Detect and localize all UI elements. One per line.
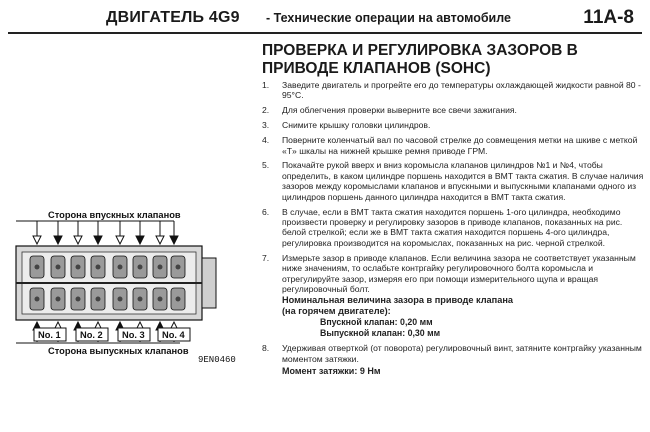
page-number: 11A-8 <box>583 7 634 28</box>
step-number: 7. <box>262 252 270 263</box>
step-number: 3. <box>262 120 270 131</box>
step-3 <box>262 120 646 130</box>
torque-spec: Момент затяжки: 9 Нм <box>282 366 381 377</box>
step-text: Поверните коленчатый вал по часовой стрелке до совмещения метки на шкиве с меткой «T» шкалы на нижней крышке ремня приводе ГРМ. <box>282 135 638 156</box>
spec-condition: (на горячем двигателе): <box>282 306 391 317</box>
spec-title: Номинальная величина зазора в приводе клапана <box>282 295 513 306</box>
valve-train-diagram <box>8 210 254 368</box>
clearance-spec <box>282 295 646 339</box>
step-number: 6. <box>262 206 270 217</box>
section-title-line-1: ПРОВЕРКА И РЕГУЛИРОВКА ЗАЗОРОВ В <box>262 42 578 59</box>
figure-code: 9EN0460 <box>198 355 236 365</box>
header-divider <box>8 32 642 34</box>
engine-title: ДВИГАТЕЛЬ 4G9 <box>106 9 240 26</box>
cylinder-2-label: No. 2 <box>80 330 103 340</box>
cylinder-4-label: No. 4 <box>162 330 185 340</box>
cylinder-head <box>16 246 216 320</box>
step-text: Удерживая отверткой (от поворота) регулировочный винт, затяните контргайку указанным моментом затяжки. <box>282 343 642 364</box>
cylinder-labels <box>34 328 190 341</box>
step-text: Для облегчения проверки выверните все свечи зажигания. <box>282 105 517 116</box>
step-number: 4. <box>262 135 270 146</box>
section-title <box>262 42 642 78</box>
spec-intake: Впускной клапан: 0,20 мм <box>320 317 433 328</box>
step-number: 8. <box>262 343 270 354</box>
cylinder-3-label: No. 3 <box>122 330 145 340</box>
step-8 <box>262 343 646 364</box>
step-number: 2. <box>262 105 270 116</box>
step-text: Покачайте рукой вверх и вниз коромысла клапанов цилиндров №1 и №4, чтобы определить, в каком цилиндре поршень находится в ВМТ такта сжатия. В случае наличия зазоров между коромыслами клапанов и впускными и выпускными клапанами одного из цилиндров поршень данного цилиндра находится в ВМТ такта сжатия. <box>282 160 644 202</box>
spec-exhaust: Выпускной клапан: 0,30 мм <box>320 328 441 339</box>
step-6 <box>262 207 646 249</box>
step-text: В случае, если в ВМТ такта сжатия находится поршень 1-ого цилиндра, необходимо произвести проверку и регулировку зазоров в приводе клапанов, показанных на рис. белой стрелкой; если же в ВМТ такта сжатия находится поршень 4-ого цилиндра, регулировка производится на коромыслах, показанных на рис. черной стрелкой. <box>282 206 623 248</box>
step-2 <box>262 105 646 115</box>
step-text: Заведите двигатель и прогрейте его до температуры охлаждающей жидкости равной 80 - 95°C. <box>282 80 641 101</box>
step-text: Снимите крышку головки цилиндров. <box>282 120 431 131</box>
step-text: Измерьте зазор в приводе клапанов. Если величина зазора не соответствует указанным ниже значениям, то ослабьте контргайку регулировочного болта коромысла и отрегулируйте зазор, измеряя его при помощи измерительного щупа и вращая регулировочный болт. <box>282 252 636 294</box>
step-number: 5. <box>262 160 270 171</box>
intake-arrows <box>33 221 178 244</box>
step-4 <box>262 135 646 156</box>
procedure-steps <box>262 80 646 377</box>
intake-side-label: Сторона впускных клапанов <box>48 210 181 220</box>
step-number: 1. <box>262 80 270 90</box>
step-7 <box>262 253 646 295</box>
step-1 <box>262 80 646 101</box>
section-title-line-2: ПРИВОДЕ КЛАПАНОВ (SOHC) <box>262 60 491 77</box>
header-subtitle: - Технические операции на автомобиле <box>266 11 511 25</box>
page-header <box>8 6 642 32</box>
step-5 <box>262 160 646 202</box>
exhaust-side-label: Сторона выпускных клапанов <box>48 346 189 356</box>
cylinder-1-label: No. 1 <box>38 330 61 340</box>
